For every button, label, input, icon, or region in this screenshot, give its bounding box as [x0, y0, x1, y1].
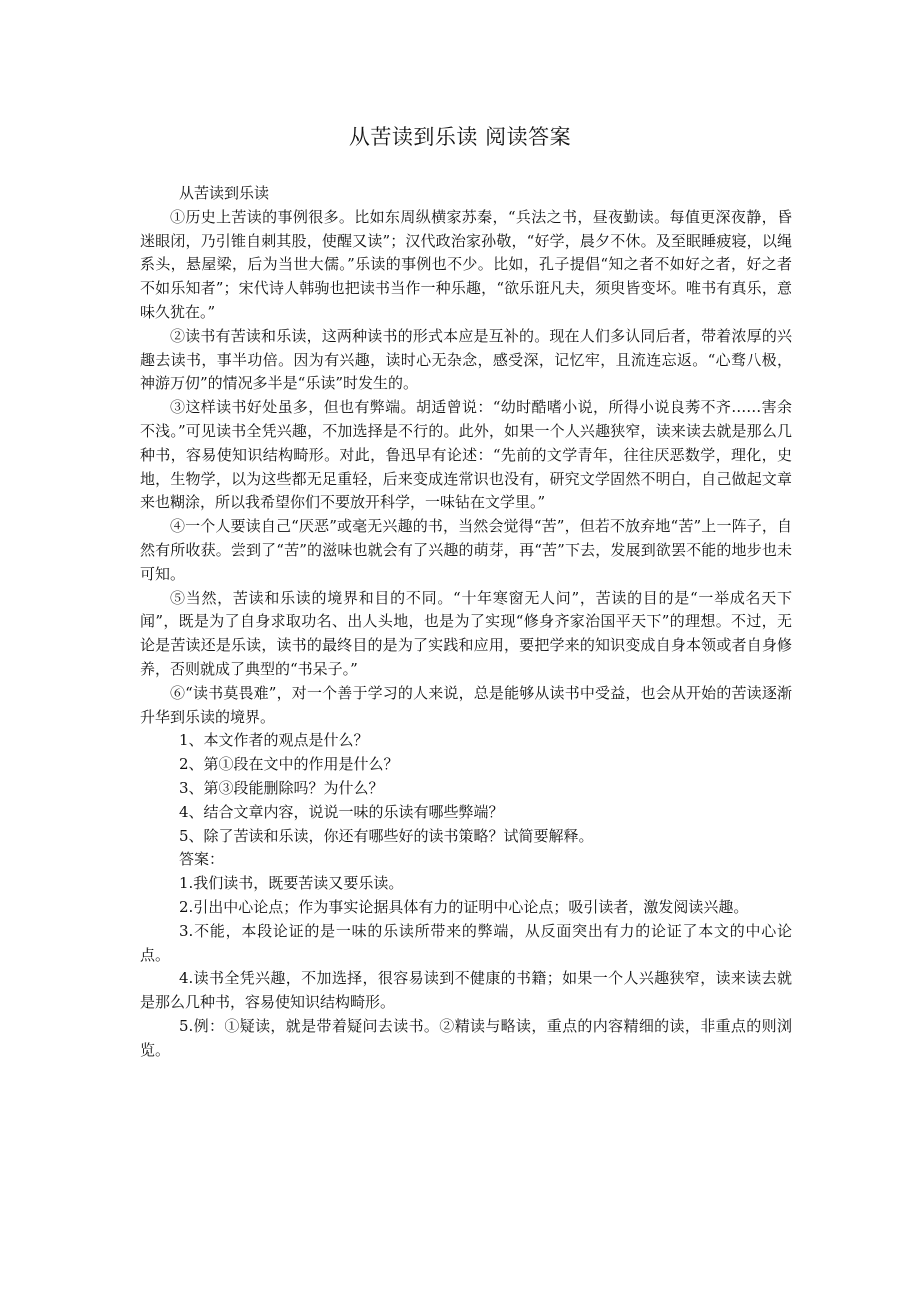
question-1: 1、本文作者的观点是什么？ — [179, 731, 369, 750]
answer-4: 4.读书全凭兴趣，不加选择，很容易读到不健康的书籍；如果一个人兴趣狭窄，读来读去就是那么几种书，容易使知识结构畸形。 — [140, 969, 792, 1012]
document-body — [140, 182, 792, 1062]
question-4: 4、结合文章内容，说说一味的乐读有哪些弊端？ — [179, 802, 504, 821]
paragraph-1: ①历史上苦读的事例很多。比如东周纵横家苏秦，“兵法之书，昼夜勤读。每值更深夜静，昏迷眼闭，乃引锥自刺其股，使醒又读”；汉代政治家孙敬，“好学，晨夕不休。及至眠睡疲寝，以绳系头，悬屋梁，后为当世大儒。”乐读的事例也不少。比如，孔子提倡“知之者不如好之者，好之者不如乐知者”；宋代诗人韩驹也把读书当作一种乐趣，“欲乐诳凡夫，须臾皆变坏。唯书有真乐，意味久犹在。” — [140, 207, 792, 321]
paragraph-2: ②读书有苦读和乐读，这两种读书的形式本应是互补的。现在人们多认同后者，带着浓厚的兴趣去读书，事半功倍。因为有兴趣，读时心无杂念，感受深，记忆牢，且流连忘返。“心骛八极，神游万仞”的情况多半是“乐读”时发生的。 — [140, 326, 792, 393]
answers-label: 答案： — [179, 850, 225, 869]
question-5: 5、除了苦读和乐读，你还有哪些好的读书策略？试简要解释。 — [179, 826, 594, 845]
article-subtitle: 从苦读到乐读 — [179, 184, 270, 202]
paragraph-6: ⑥“读书莫畏难”，对一个善于学习的人来说，总是能够从读书中受益，也会从开始的苦读逐渐升华到乐读的境界。 — [140, 683, 792, 726]
question-2: 2、第①段在文中的作用是什么？ — [179, 755, 399, 774]
answer-2: 2.引出中心论点；作为事实论据具体有力的证明中心论点；吸引读者，激发阅读兴趣。 — [179, 897, 749, 916]
page-title: 从苦读到乐读 阅读答案 — [348, 125, 572, 149]
question-3: 3、第③段能删除吗？为什么？ — [179, 778, 384, 797]
answer-5: 5.例：①疑读，就是带着疑问去读书。②精读与略读，重点的内容精细的读，非重点的则浏览。 — [140, 1016, 792, 1059]
answer-3: 3.不能，本段论证的是一味的乐读所带来的弊端，从反面突出有力的论证了本文的中心论点。 — [140, 921, 792, 964]
paragraph-5: ⑤当然，苦读和乐读的境界和目的不同。“十年寒窗无人问”，苦读的目的是“一举成名天下闻”，既是为了自身求取功名、出人头地，也是为了实现“修身齐家治国平天下”的理想。不过，无论是苦读还是乐读，读书的最终目的是为了实践和应用，要把学来的知识变成自身本领或者自身修养，否则就成了典型的“书呆子。” — [140, 588, 792, 678]
paragraph-3: ③这样读书好处虽多，但也有弊端。胡适曾说：“幼时酷嗜小说，所得小说良莠不齐……害余不浅。”可见读书全凭兴趣，不加选择是不行的。此外，如果一个人兴趣狭窄，读来读去就是那么几种书，容易使知识结构畸形。对此，鲁迅早有论述：“先前的文学青年，往往厌恶数学，理化，史地，生物学，以为这些都无足重轻，后来变成连常识也没有，研究文学固然不明白，自己做起文章来也糊涂，所以我希望你们不要放开科学，一味钻在文学里。” — [140, 398, 792, 512]
answer-1: 1.我们读书，既要苦读又要乐读。 — [179, 874, 404, 893]
paragraph-4: ④一个人要读自己“厌恶”或毫无兴趣的书，当然会觉得“苦”，但若不放弃地“苦”上一阵子，自然有所收获。尝到了“苦”的滋味也就会有了兴趣的萌芽，再“苦”下去，发展到欲罢不能的地步也未可知。 — [140, 517, 792, 583]
